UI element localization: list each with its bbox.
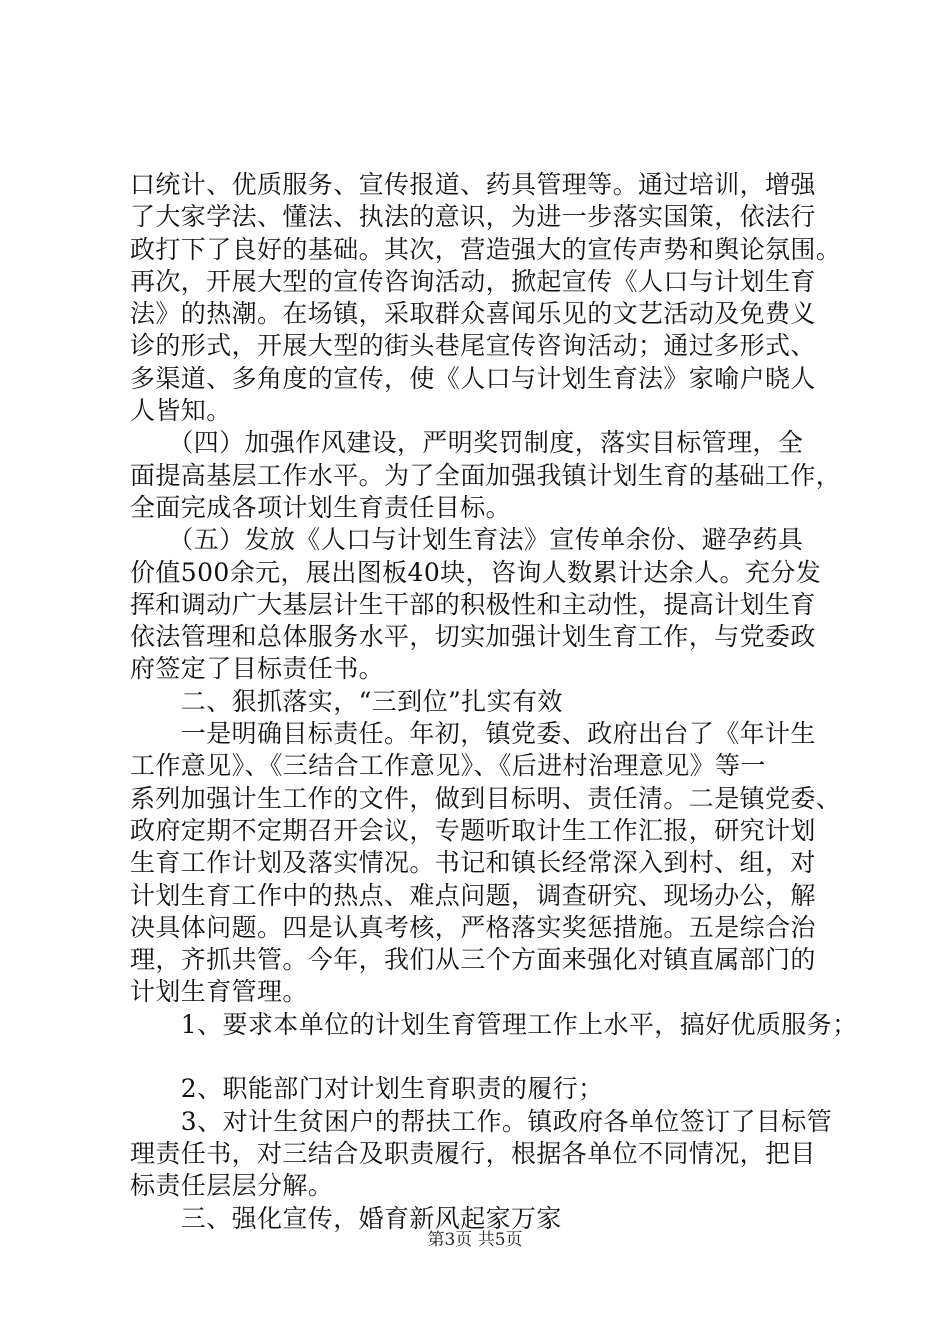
text-line: 系列加强计生工作的文件，做到目标明、责任清。二是镇党委、 — [130, 783, 842, 813]
text-line: 理责任书，对三结合及职责履行，根据各单位不同情况，把目 — [130, 1138, 816, 1168]
blank-line — [130, 1041, 830, 1073]
text-line: 生育工作计划及落实情况。书记和镇长经常深入到村、组，对 — [130, 848, 816, 878]
text-line: 理，齐抓共管。今年，我们从三个方面来强化对镇直属部门的 — [130, 945, 816, 975]
text-line: 计划生育管理。 — [130, 977, 308, 1007]
text-line: 决具体问题。四是认真考核，严格落实奖惩措施。五是综合治 — [130, 912, 816, 942]
list-item: 1、要求本单位的计划生育管理工作上水平，搞好优质服务； — [130, 1009, 858, 1039]
section-heading: 三、强化宣传，婚育新风起家万家 — [130, 1203, 562, 1233]
text-line: 了大家学法、懂法、执法的意识，为进一步落实国策，依法行 — [130, 202, 816, 232]
text-line: 府签定了目标责任书。 — [130, 654, 385, 684]
text-line: 标责任层层分解。 — [130, 1171, 334, 1201]
text-line: 工作意见》、《三结合工作意见》、《后进村治理意见》等一 — [130, 751, 766, 781]
text-line: 口统计、优质服务、宣传报道、药具管理等。通过培训，增强 — [130, 170, 816, 199]
text-line: 一是明确目标责任。年初，镇党委、政府出台了《年计生 — [130, 719, 816, 749]
text-line: （五）发放《人口与计划生育法》宣传单余份、避孕药具 — [130, 525, 804, 555]
text-line: 价值500余元，展出图板40块，咨询人数累计达余人。充分发 — [130, 557, 822, 587]
document-body — [130, 169, 858, 1235]
text-line: 人皆知。 — [130, 396, 232, 426]
text-line: 政打下了良好的基础。其次，营造强大的宣传声势和舆论氛围。 — [130, 234, 842, 264]
text-line: 计划生育工作中的热点、难点问题，调查研究、现场办公，解 — [130, 880, 816, 910]
list-item: 2、职能部门对计划生育职责的履行； — [130, 1074, 604, 1104]
text-line: 诊的形式，开展大型的街头巷尾宣传咨询活动；通过多形式、 — [130, 331, 816, 361]
text-line: 再次，开展大型的宣传咨询活动，掀起宣传《人口与计划生育 — [130, 266, 816, 296]
text-line: 政府定期不定期召开会议，专题听取计生工作汇报，研究计划 — [130, 815, 816, 845]
text-line: 挥和调动广大基层计生干部的积极性和主动性，提高计划生育 — [130, 589, 816, 619]
text-line: 法》的热潮。在场镇，采取群众喜闻乐见的文艺活动及免费义 — [130, 299, 816, 329]
page-footer: 第3页 共5页 — [427, 1230, 523, 1250]
text-line: 面提高基层工作水平。为了全面加强我镇计划生育的基础工作， — [130, 460, 842, 490]
list-item: 3、对计生贫困户的帮扶工作。镇政府各单位签订了目标管 — [130, 1106, 833, 1136]
text-line: 全面完成各项计划生育责任目标。 — [130, 492, 512, 522]
section-heading: 二、狠抓落实，“三到位”扎实有效 — [130, 686, 563, 716]
text-line: 依法管理和总体服务水平，切实加强计划生育工作，与党委政 — [130, 622, 816, 652]
text-line: 多渠道、多角度的宣传，使《人口与计划生育法》家喻户晓人 — [130, 363, 816, 393]
text-line: （四）加强作风建设，严明奖罚制度，落实目标管理，全 — [130, 428, 804, 458]
